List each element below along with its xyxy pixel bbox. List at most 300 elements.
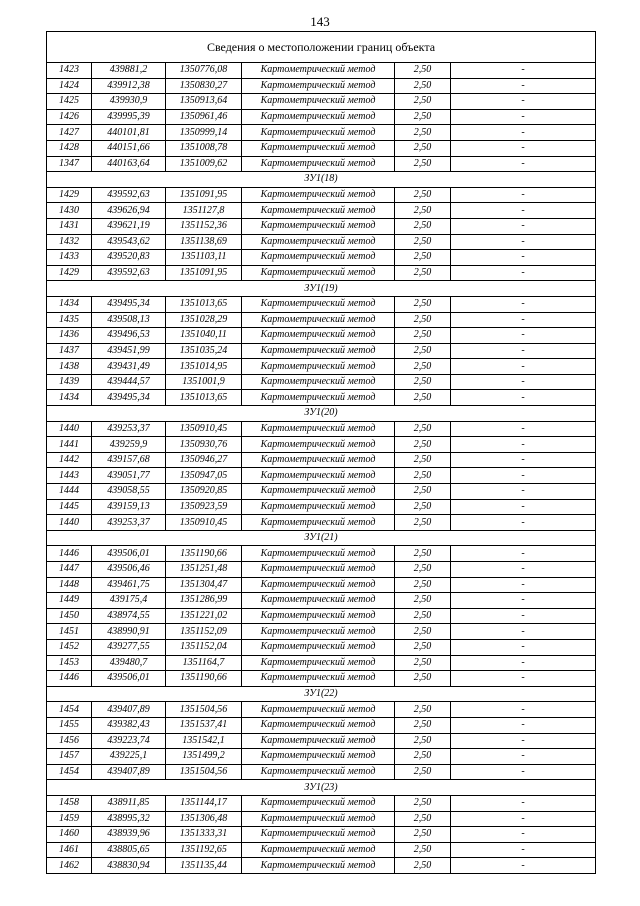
description-cell: - [451,795,596,811]
table-row [47,374,596,390]
accuracy-cell: 2,50 [395,546,451,562]
y-coordinate-cell: 1351192,65 [166,842,242,858]
x-coordinate-cell: 439495,34 [92,296,166,312]
method-cell: Картометрический метод [242,265,395,281]
point-number-cell: 1434 [47,296,92,312]
x-coordinate-cell: 438974,55 [92,608,166,624]
y-coordinate-cell: 1351028,29 [166,312,242,328]
point-number-cell: 1435 [47,312,92,328]
point-number-cell: 1451 [47,624,92,640]
description-cell: - [451,671,596,687]
table-row [47,842,596,858]
y-coordinate-cell: 1351304,47 [166,577,242,593]
method-cell: Картометрический метод [242,156,395,172]
table-row [47,764,596,780]
table-row [47,390,596,406]
description-cell: - [451,234,596,250]
x-coordinate-cell: 439506,01 [92,671,166,687]
x-coordinate-cell: 440101,81 [92,125,166,141]
description-cell: - [451,187,596,203]
point-number-cell: 1453 [47,655,92,671]
accuracy-cell: 2,50 [395,296,451,312]
accuracy-cell: 2,50 [395,499,451,515]
accuracy-cell: 2,50 [395,608,451,624]
accuracy-cell: 2,50 [395,234,451,250]
table-row [47,218,596,234]
description-cell: - [451,312,596,328]
page-number: 143 [310,14,330,29]
table-row [47,468,596,484]
description-cell: - [451,374,596,390]
description-cell: - [451,702,596,718]
accuracy-cell: 2,50 [395,203,451,219]
description-cell: - [451,624,596,640]
accuracy-cell: 2,50 [395,795,451,811]
method-cell: Картометрический метод [242,78,395,94]
y-coordinate-cell: 1351286,99 [166,593,242,609]
description-cell: - [451,78,596,94]
y-coordinate-cell: 1351138,69 [166,234,242,250]
table-row [47,421,596,437]
table-row [47,577,596,593]
method-cell: Картометрический метод [242,328,395,344]
description-cell: - [451,421,596,437]
x-coordinate-cell: 438911,85 [92,795,166,811]
x-coordinate-cell: 439051,77 [92,468,166,484]
table-row [47,265,596,281]
point-number-cell: 1427 [47,125,92,141]
y-coordinate-cell: 1350830,27 [166,78,242,94]
description-cell: - [451,499,596,515]
method-cell: Картометрический метод [242,312,395,328]
description-cell: - [451,359,596,375]
x-coordinate-cell: 439159,13 [92,499,166,515]
description-cell: - [451,546,596,562]
x-coordinate-cell: 439543,62 [92,234,166,250]
description-cell: - [451,562,596,578]
point-number-cell: 1425 [47,94,92,110]
accuracy-cell: 2,50 [395,109,451,125]
table-row [47,78,596,94]
section-header-row [47,686,596,702]
point-number-cell: 1450 [47,608,92,624]
table-row [47,499,596,515]
x-coordinate-cell: 439175,4 [92,593,166,609]
table-row [47,624,596,640]
table-row [47,671,596,687]
point-number-cell: 1459 [47,811,92,827]
accuracy-cell: 2,50 [395,749,451,765]
point-number-cell: 1437 [47,343,92,359]
description-cell: - [451,125,596,141]
description-cell: - [451,608,596,624]
method-cell: Картометрический метод [242,749,395,765]
table-row [47,484,596,500]
description-cell: - [451,858,596,874]
description-cell: - [451,343,596,359]
table-row [47,140,596,156]
point-number-cell: 1445 [47,499,92,515]
y-coordinate-cell: 1351091,95 [166,265,242,281]
y-coordinate-cell: 1351013,65 [166,390,242,406]
method-cell: Картометрический метод [242,140,395,156]
point-number-cell: 1439 [47,374,92,390]
accuracy-cell: 2,50 [395,250,451,266]
x-coordinate-cell: 439444,57 [92,374,166,390]
point-number-cell: 1448 [47,577,92,593]
method-cell: Картометрический метод [242,109,395,125]
table-row [47,328,596,344]
y-coordinate-cell: 1351127,8 [166,203,242,219]
point-number-cell: 1441 [47,437,92,453]
method-cell: Картометрический метод [242,359,395,375]
method-cell: Картометрический метод [242,764,395,780]
accuracy-cell: 2,50 [395,702,451,718]
point-number-cell: 1454 [47,702,92,718]
y-coordinate-cell: 1350913,64 [166,94,242,110]
accuracy-cell: 2,50 [395,639,451,655]
method-cell: Картометрический метод [242,125,395,141]
y-coordinate-cell: 1351306,48 [166,811,242,827]
method-cell: Картометрический метод [242,187,395,203]
y-coordinate-cell: 1351164,7 [166,655,242,671]
method-cell: Картометрический метод [242,795,395,811]
table-row [47,562,596,578]
y-coordinate-cell: 1351537,41 [166,717,242,733]
method-cell: Картометрический метод [242,593,395,609]
y-coordinate-cell: 1351040,11 [166,328,242,344]
section-header-row [47,530,596,546]
x-coordinate-cell: 438995,32 [92,811,166,827]
method-cell: Картометрический метод [242,437,395,453]
y-coordinate-cell: 1351103,11 [166,250,242,266]
y-coordinate-cell: 1351091,95 [166,187,242,203]
x-coordinate-cell: 439621,19 [92,218,166,234]
accuracy-cell: 2,50 [395,515,451,531]
x-coordinate-cell: 440163,64 [92,156,166,172]
description-cell: - [451,203,596,219]
table-row [47,827,596,843]
accuracy-cell: 2,50 [395,858,451,874]
method-cell: Картометрический метод [242,671,395,687]
description-cell: - [451,811,596,827]
x-coordinate-cell: 439506,46 [92,562,166,578]
table-row [47,359,596,375]
table-row [47,733,596,749]
accuracy-cell: 2,50 [395,140,451,156]
table-row [47,702,596,718]
accuracy-cell: 2,50 [395,842,451,858]
point-number-cell: 1460 [47,827,92,843]
point-number-cell: 1432 [47,234,92,250]
description-cell: - [451,265,596,281]
method-cell: Картометрический метод [242,717,395,733]
table-row [47,94,596,110]
x-coordinate-cell: 439223,74 [92,733,166,749]
accuracy-cell: 2,50 [395,390,451,406]
x-coordinate-cell: 439930,9 [92,94,166,110]
y-coordinate-cell: 1350999,14 [166,125,242,141]
x-coordinate-cell: 439592,63 [92,187,166,203]
x-coordinate-cell: 438990,91 [92,624,166,640]
accuracy-cell: 2,50 [395,374,451,390]
description-cell: - [451,94,596,110]
point-number-cell: 1434 [47,390,92,406]
x-coordinate-cell: 439253,37 [92,421,166,437]
method-cell: Картометрический метод [242,484,395,500]
accuracy-cell: 2,50 [395,421,451,437]
point-number-cell: 1440 [47,421,92,437]
method-cell: Картометрический метод [242,218,395,234]
accuracy-cell: 2,50 [395,94,451,110]
description-cell: - [451,484,596,500]
method-cell: Картометрический метод [242,515,395,531]
y-coordinate-cell: 1351144,17 [166,795,242,811]
y-coordinate-cell: 1351221,02 [166,608,242,624]
point-number-cell: 1430 [47,203,92,219]
method-cell: Картометрический метод [242,343,395,359]
point-number-cell: 1447 [47,562,92,578]
point-number-cell: 1438 [47,359,92,375]
method-cell: Картометрический метод [242,733,395,749]
section-label: ЗУ1(18) [47,172,596,188]
section-header-row [47,780,596,796]
method-cell: Картометрический метод [242,546,395,562]
x-coordinate-cell: 439277,55 [92,639,166,655]
y-coordinate-cell: 1350920,85 [166,484,242,500]
point-number-cell: 1347 [47,156,92,172]
point-number-cell: 1440 [47,515,92,531]
y-coordinate-cell: 1351014,95 [166,359,242,375]
method-cell: Картометрический метод [242,374,395,390]
accuracy-cell: 2,50 [395,827,451,843]
description-cell: - [451,63,596,79]
accuracy-cell: 2,50 [395,717,451,733]
description-cell: - [451,515,596,531]
table-row [47,312,596,328]
y-coordinate-cell: 1350923,59 [166,499,242,515]
table-row [47,515,596,531]
x-coordinate-cell: 439495,34 [92,390,166,406]
accuracy-cell: 2,50 [395,63,451,79]
method-cell: Картометрический метод [242,655,395,671]
accuracy-cell: 2,50 [395,811,451,827]
accuracy-cell: 2,50 [395,156,451,172]
y-coordinate-cell: 1351152,36 [166,218,242,234]
table-row [47,639,596,655]
point-number-cell: 1455 [47,717,92,733]
x-coordinate-cell: 439461,75 [92,577,166,593]
accuracy-cell: 2,50 [395,577,451,593]
x-coordinate-cell: 439407,89 [92,702,166,718]
point-number-cell: 1461 [47,842,92,858]
method-cell: Картометрический метод [242,296,395,312]
point-number-cell: 1442 [47,452,92,468]
point-number-cell: 1446 [47,671,92,687]
x-coordinate-cell: 439995,39 [92,109,166,125]
x-coordinate-cell: 438830,94 [92,858,166,874]
x-coordinate-cell: 440151,66 [92,140,166,156]
description-cell: - [451,156,596,172]
y-coordinate-cell: 1351251,48 [166,562,242,578]
table-row [47,234,596,250]
section-header-row [47,406,596,422]
table-row [47,593,596,609]
method-cell: Картометрический метод [242,842,395,858]
method-cell: Картометрический метод [242,499,395,515]
accuracy-cell: 2,50 [395,764,451,780]
accuracy-cell: 2,50 [395,328,451,344]
method-cell: Картометрический метод [242,624,395,640]
table-row [47,811,596,827]
method-cell: Картометрический метод [242,858,395,874]
x-coordinate-cell: 439881,2 [92,63,166,79]
x-coordinate-cell: 439058,55 [92,484,166,500]
method-cell: Картометрический метод [242,827,395,843]
table-row [47,250,596,266]
y-coordinate-cell: 1351008,78 [166,140,242,156]
table-row [47,452,596,468]
method-cell: Картометрический метод [242,452,395,468]
description-cell: - [451,437,596,453]
y-coordinate-cell: 1351333,31 [166,827,242,843]
point-number-cell: 1456 [47,733,92,749]
x-coordinate-cell: 438805,65 [92,842,166,858]
accuracy-cell: 2,50 [395,218,451,234]
accuracy-cell: 2,50 [395,484,451,500]
x-coordinate-cell: 439157,68 [92,452,166,468]
x-coordinate-cell: 439407,89 [92,764,166,780]
method-cell: Картометрический метод [242,203,395,219]
point-number-cell: 1458 [47,795,92,811]
accuracy-cell: 2,50 [395,593,451,609]
x-coordinate-cell: 439382,43 [92,717,166,733]
y-coordinate-cell: 1351135,44 [166,858,242,874]
accuracy-cell: 2,50 [395,733,451,749]
description-cell: - [451,717,596,733]
section-label: ЗУ1(19) [47,281,596,297]
section-label: ЗУ1(21) [47,530,596,546]
table-row [47,655,596,671]
x-coordinate-cell: 439508,13 [92,312,166,328]
method-cell: Картометрический метод [242,562,395,578]
description-cell: - [451,655,596,671]
description-cell: - [451,250,596,266]
table-row [47,717,596,733]
section-header-row [47,172,596,188]
point-number-cell: 1424 [47,78,92,94]
accuracy-cell: 2,50 [395,452,451,468]
table-row [47,109,596,125]
method-cell: Картометрический метод [242,811,395,827]
section-label: ЗУ1(22) [47,686,596,702]
y-coordinate-cell: 1350910,45 [166,515,242,531]
table-row [47,156,596,172]
description-cell: - [451,468,596,484]
x-coordinate-cell: 439626,94 [92,203,166,219]
accuracy-cell: 2,50 [395,562,451,578]
method-cell: Картометрический метод [242,702,395,718]
point-number-cell: 1429 [47,265,92,281]
y-coordinate-cell: 1351499,2 [166,749,242,765]
y-coordinate-cell: 1351035,24 [166,343,242,359]
x-coordinate-cell: 439520,83 [92,250,166,266]
y-coordinate-cell: 1350776,08 [166,63,242,79]
table-title-row [47,32,596,63]
y-coordinate-cell: 1351009,62 [166,156,242,172]
x-coordinate-cell: 439259,9 [92,437,166,453]
accuracy-cell: 2,50 [395,437,451,453]
accuracy-cell: 2,50 [395,125,451,141]
x-coordinate-cell: 439225,1 [92,749,166,765]
point-number-cell: 1444 [47,484,92,500]
accuracy-cell: 2,50 [395,187,451,203]
y-coordinate-cell: 1351001,9 [166,374,242,390]
description-cell: - [451,733,596,749]
x-coordinate-cell: 439912,38 [92,78,166,94]
y-coordinate-cell: 1351152,04 [166,639,242,655]
point-number-cell: 1423 [47,63,92,79]
accuracy-cell: 2,50 [395,265,451,281]
description-cell: - [451,749,596,765]
table-row [47,749,596,765]
table-row [47,296,596,312]
accuracy-cell: 2,50 [395,624,451,640]
x-coordinate-cell: 439480,7 [92,655,166,671]
point-number-cell: 1446 [47,546,92,562]
method-cell: Картометрический метод [242,421,395,437]
point-number-cell: 1443 [47,468,92,484]
point-number-cell: 1428 [47,140,92,156]
method-cell: Картометрический метод [242,608,395,624]
accuracy-cell: 2,50 [395,312,451,328]
accuracy-cell: 2,50 [395,671,451,687]
x-coordinate-cell: 438939,96 [92,827,166,843]
point-number-cell: 1429 [47,187,92,203]
y-coordinate-cell: 1351190,66 [166,671,242,687]
method-cell: Картометрический метод [242,94,395,110]
description-cell: - [451,764,596,780]
method-cell: Картометрический метод [242,639,395,655]
description-cell: - [451,577,596,593]
method-cell: Картометрический метод [242,390,395,406]
point-number-cell: 1426 [47,109,92,125]
y-coordinate-cell: 1350961,46 [166,109,242,125]
point-number-cell: 1433 [47,250,92,266]
y-coordinate-cell: 1350910,45 [166,421,242,437]
accuracy-cell: 2,50 [395,78,451,94]
table-row [47,63,596,79]
point-number-cell: 1462 [47,858,92,874]
method-cell: Картометрический метод [242,250,395,266]
table-row [47,203,596,219]
table-row [47,858,596,874]
table-title: Сведения о местоположении границ объекта [47,32,596,63]
y-coordinate-cell: 1350947,05 [166,468,242,484]
table-row [47,187,596,203]
boundary-coordinates-table [46,31,596,874]
description-cell: - [451,639,596,655]
table-row [47,795,596,811]
description-cell: - [451,328,596,344]
accuracy-cell: 2,50 [395,359,451,375]
section-label: ЗУ1(23) [47,780,596,796]
table-row [47,343,596,359]
point-number-cell: 1452 [47,639,92,655]
point-number-cell: 1454 [47,764,92,780]
accuracy-cell: 2,50 [395,655,451,671]
point-number-cell: 1431 [47,218,92,234]
